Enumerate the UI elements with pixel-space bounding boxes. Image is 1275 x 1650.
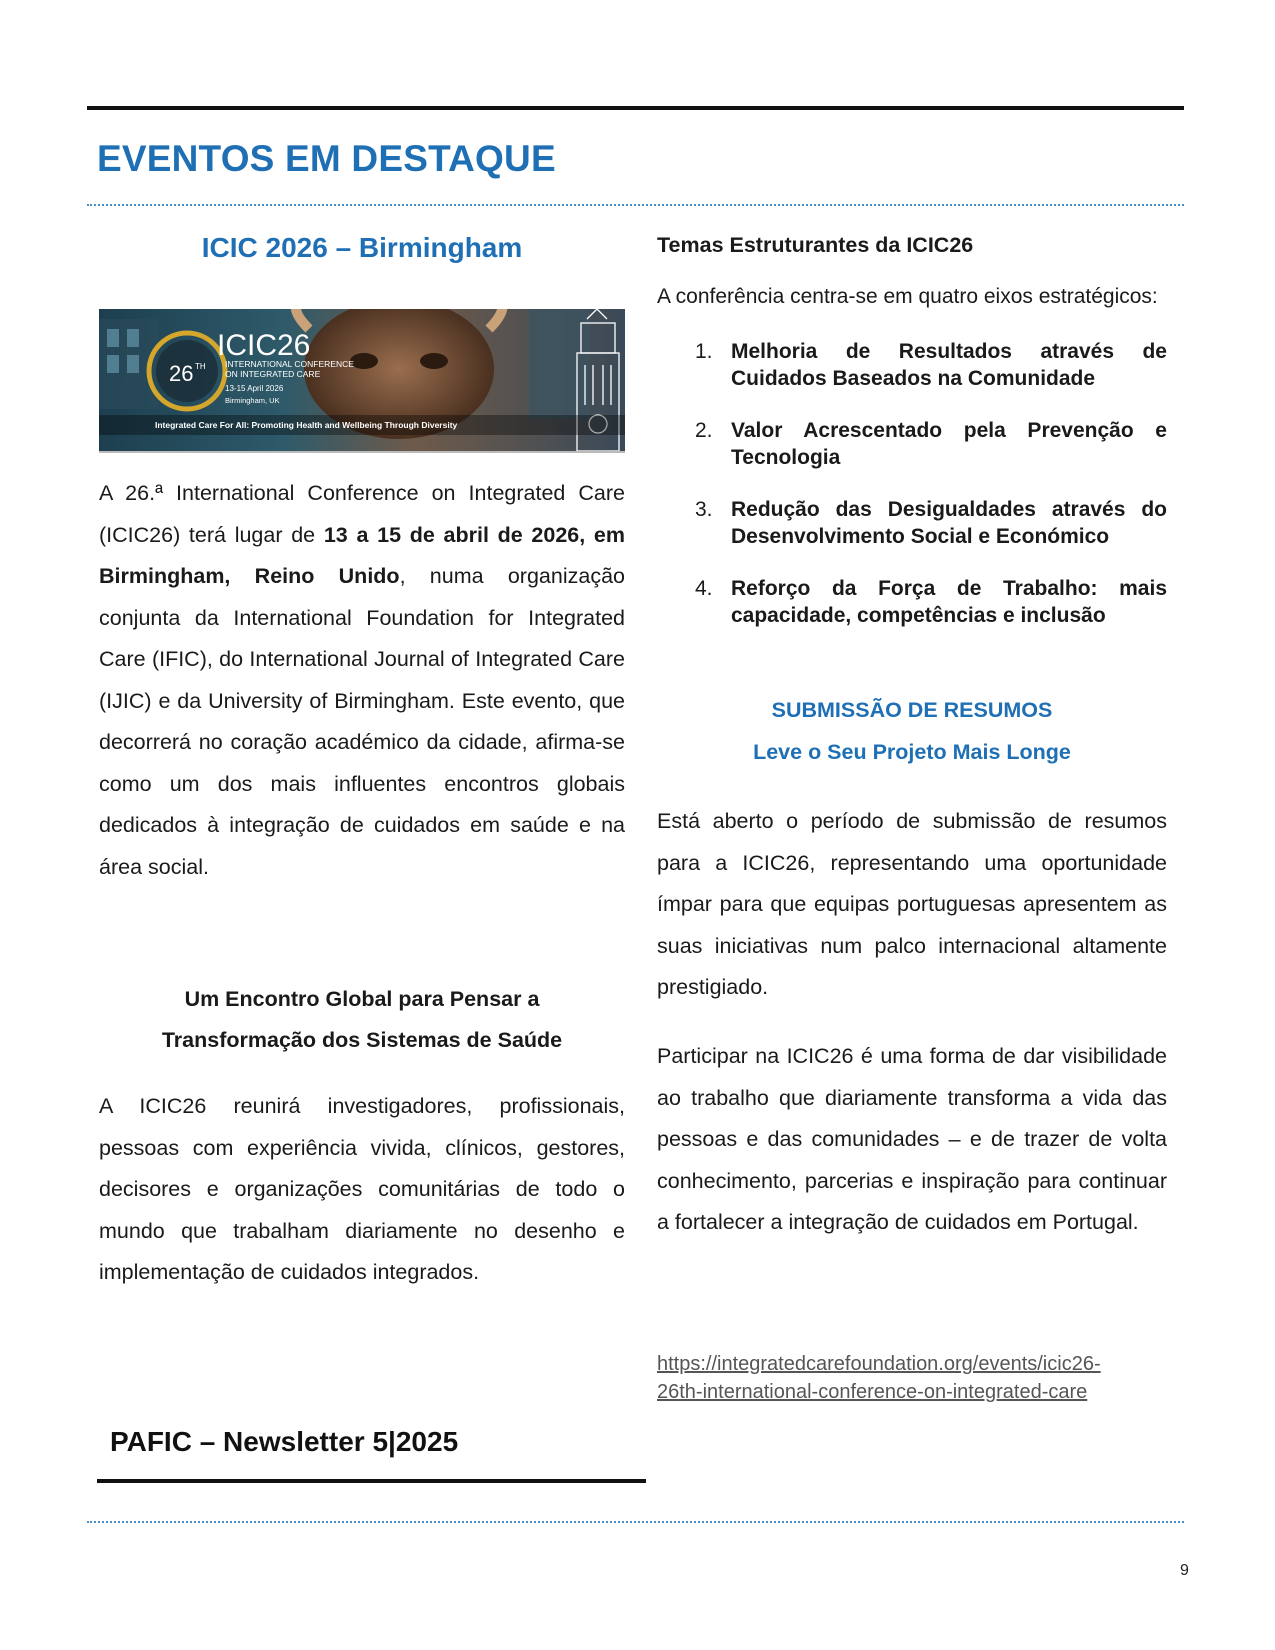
banner-tagline: Integrated Care For All: Promoting Health and Wellbeing Through Diversity <box>155 420 458 430</box>
global-meeting-heading <box>99 979 625 1061</box>
theme-number: 4. <box>695 577 713 600</box>
themes-heading: Temas Estruturantes da ICIC26 <box>657 233 974 257</box>
intro-text-a: A 26.ª International Conference on Integrated Care (ICIC26) terá lugar de <box>99 481 625 547</box>
intro-text-bold: 13 a 15 de abril de 2026, em Birmingham, Reino Unido <box>99 522 626 588</box>
intro-text-b: , numa organização conjunta da International Foundation for Integrated Care (IFIC), do International Journal of Integrated Care (IJIC) e da University of Birmingham. Este evento, que decorrerá no coração académico da cidade, afirma-se como um dos mais influentes encontros globais dedicados à integração de cuidados em saúde e na área social. <box>99 564 625 879</box>
event-link-line1[interactable]: https://integratedcarefoundation.org/events/icic26- <box>657 1353 1101 1375</box>
theme-text: Reforço da Força de Trabalho: mais capacidade, competências e inclusão <box>731 577 1167 627</box>
conference-banner-image <box>99 309 625 453</box>
event-intro-paragraph <box>99 473 625 888</box>
theme-number: 3. <box>695 498 713 521</box>
participants-paragraph: A ICIC26 reunirá investigadores, profissionais, pessoas com experiência vivida, clínicos, gestores, decisores e organizações comunitárias de todo o mundo que trabalham diariamente no desenho e implementação de cuidados integrados. <box>99 1094 625 1284</box>
event-link[interactable] <box>657 1350 1177 1406</box>
theme-text: Valor Acrescentado pela Prevenção e Tecnologia <box>731 419 1167 469</box>
global-meeting-heading-line2: Transformação dos Sistemas de Saúde <box>161 1028 563 1052</box>
footer-rule <box>97 1479 646 1483</box>
top-rule <box>87 106 1184 110</box>
newsletter-footer-title: PAFIC – Newsletter 5|2025 <box>110 1426 459 1457</box>
event-heading: ICIC 2026 – Birmingham <box>201 232 523 263</box>
theme-item <box>657 575 1167 629</box>
banner-location: Birmingham, UK <box>225 396 280 405</box>
theme-item <box>657 338 1167 392</box>
abstract-submission-subheading: Leve o Seu Projeto Mais Longe <box>753 740 1071 764</box>
themes-intro: A conferência centra-se em quatro eixos estratégicos: <box>657 285 1158 308</box>
banner-dates: 13-15 April 2026 <box>225 384 284 393</box>
theme-number: 2. <box>695 419 713 442</box>
global-meeting-heading-line1: Um Encontro Global para Pensar a <box>184 987 540 1011</box>
event-link-line2[interactable]: 26th-international-conference-on-integrated-care <box>657 1381 1088 1403</box>
top-dotted-divider <box>87 204 1184 206</box>
theme-item <box>657 496 1167 550</box>
theme-number: 1. <box>695 340 713 363</box>
banner-subtitle-1: INTERNATIONAL CONFERENCE <box>225 359 354 369</box>
themes-list <box>657 338 1167 654</box>
page-number: 9 <box>1180 1562 1189 1579</box>
banner-badge: 26 <box>169 361 194 386</box>
theme-text: Melhoria de Resultados através de Cuidados Baseados na Comunidade <box>731 340 1167 390</box>
submission-paragraph: Está aberto o período de submissão de resumos para a ICIC26, representando uma oportunidade ímpar para que equipas portuguesas apresentem as suas iniciativas num palco internacional altamente prestigiado. <box>657 809 1167 999</box>
bottom-dotted-divider <box>87 1521 1184 1523</box>
abstract-submission-heading: SUBMISSÃO DE RESUMOS <box>771 698 1053 722</box>
banner-badge-sup: TH <box>195 362 206 371</box>
page-title: EVENTOS EM DESTAQUE <box>97 138 556 179</box>
banner-subtitle-2: ON INTEGRATED CARE <box>225 369 321 379</box>
theme-item <box>657 417 1167 471</box>
participation-paragraph: Participar na ICIC26 é uma forma de dar visibilidade ao trabalho que diariamente transforma a vida das pessoas e das comunidades – e de trazer de volta conhecimento, parcerias e inspiração para continuar a fortalecer a integração de cuidados em Portugal. <box>657 1044 1167 1234</box>
banner-title: ICIC26 <box>217 329 311 362</box>
theme-text: Redução das Desigualdades através do Desenvolvimento Social e Económico <box>731 498 1167 548</box>
